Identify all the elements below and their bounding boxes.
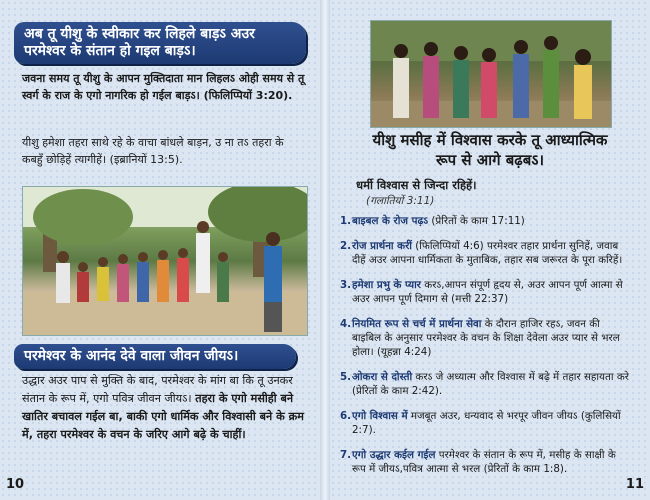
list-item <box>340 448 630 476</box>
subheading-reference: (गलातियों 3:11) <box>366 195 435 207</box>
list-item <box>340 278 630 306</box>
item-body: करऽ,आपन संपूर्ण हृदय से, अउर आपन पूर्ण आत्मा से अउर आपन पूर्ण दिमाग से (मत्ती 22:37) <box>352 279 623 305</box>
photo-women-praying <box>370 20 612 128</box>
item-number: 1. <box>340 215 352 227</box>
item-body: मजबूत अउर, धन्यवाद से भरपूर जीवन जीयऽ (कुलिसियों 2:7). <box>352 410 621 436</box>
page-gutter <box>320 0 330 500</box>
list-item <box>340 214 630 228</box>
list-item <box>340 239 630 267</box>
item-lead: नियमित रूप से चर्च में प्रार्थना सेवा <box>352 318 482 330</box>
item-lead: ओकरा से दोस्ती <box>352 371 413 383</box>
item-number: 2. <box>340 240 352 252</box>
list-item <box>340 370 630 398</box>
page-number-left: 10 <box>6 477 25 492</box>
banner-joyful-life: परमेश्वर के आनंद देवे वाला जीवन जीयऽ। <box>14 344 296 369</box>
growth-steps-list <box>340 214 630 487</box>
item-lead: हमेशा प्रभु के प्यार <box>352 279 422 291</box>
item-text <box>352 448 630 476</box>
item-body: करऽ जे अध्यात्म और विश्वास में बढ़े में तहार सहायता करे (प्रेरितों के काम 2:42). <box>352 371 629 397</box>
subheading: धर्मी विश्वास से जिन्दा रहिहें। <box>356 178 477 192</box>
paragraph-citizen: जवना समय तू यीशु के आपन मुक्तिदाता मान लिहलऽ ओही समय से तू स्वर्ग के राज के एगो नागरिक हो गईल बाड़ऽ। (फिलिप्पियों 3:20). <box>22 72 305 102</box>
paragraph-promise: यीशु हमेशा तहरा साथे रहे के वाचा बांधले बाड़न, उ ना तऽ तहरा के कबहुँ छोड़िहें त्यागीहें। (इब्रानियों 13:5). <box>22 136 284 166</box>
photo-children-illustration <box>23 187 307 335</box>
item-text <box>352 317 630 359</box>
item-text <box>352 214 630 228</box>
list-item <box>340 409 630 437</box>
item-number: 3. <box>340 279 352 291</box>
item-lead: रोज प्रार्थना करीं <box>352 240 412 252</box>
list-item <box>340 317 630 359</box>
banner-accepted-jesus: अब तू यीशु के स्वीकार कर लिहले बाड़ऽ अउर परमेश्वर के संतान हो गइल बाड़ऽ। <box>14 22 306 64</box>
item-text <box>352 239 630 267</box>
right-heading: यीशु मसीह में विश्वास करके तू आध्यात्मिक रूप से आगे बढ़बऽ। <box>372 131 608 169</box>
item-number: 7. <box>340 449 352 461</box>
paragraph-holy-life-bold: तहरा के एगो मसीही बने खातिर बचावल गईल बा, बाकी एगो धार्मिक और विश्वासी बने के क्रम में, तहरा परमेश्वर के वचन के जरिए आगे बढ़े के चाहीं। <box>22 392 304 441</box>
photo-children-group <box>22 186 308 336</box>
paragraph-holy-life <box>22 372 307 444</box>
item-number: 5. <box>340 371 352 383</box>
item-lead: एगो विश्वास में <box>352 410 408 422</box>
item-body: (फिलिप्पियों 4:6) परमेश्वर तहार प्रार्थना सुनिहें, जवाब दीहें अउर आपना धार्मिकता के मुताबिक, तहार सब जरूरत के पूरा करिहें। <box>352 240 623 266</box>
item-text <box>352 370 630 398</box>
item-lead: एगो उद्धार कईल गईल <box>352 449 436 461</box>
page-number-right: 11 <box>625 477 644 492</box>
item-body: के दौरान हाजिर रहऽ, जवन की बाइबिल के अनुसार परमेश्वर के वचन के शिक्षा देवेला अउर प्यार से भरल होला। (यूहन्ना 4:24) <box>352 318 620 358</box>
photo-women-illustration <box>371 21 611 127</box>
paragraph-holy-life-normal: उद्धार अउर पाप से मुक्ति के बाद, परमेश्वर के मांग बा कि तू उनकर संतान के रूप में, एगो पवित्र जीवन जीयऽ। <box>22 374 293 405</box>
item-lead: बाइबल के रोज पढ़ऽ <box>352 215 429 227</box>
item-number: 4. <box>340 318 352 330</box>
item-number: 6. <box>340 410 352 422</box>
item-text <box>352 278 630 306</box>
item-text <box>352 409 630 437</box>
item-body: परमेश्वर के संतान के रूप में, मसीह के साक्षी के रूप में जीयऽ,पवित्र आत्मा से भरल (प्रेरितों के काम 1:8). <box>352 449 616 475</box>
item-body: (प्रेरितों के काम 17:11) <box>428 215 525 227</box>
